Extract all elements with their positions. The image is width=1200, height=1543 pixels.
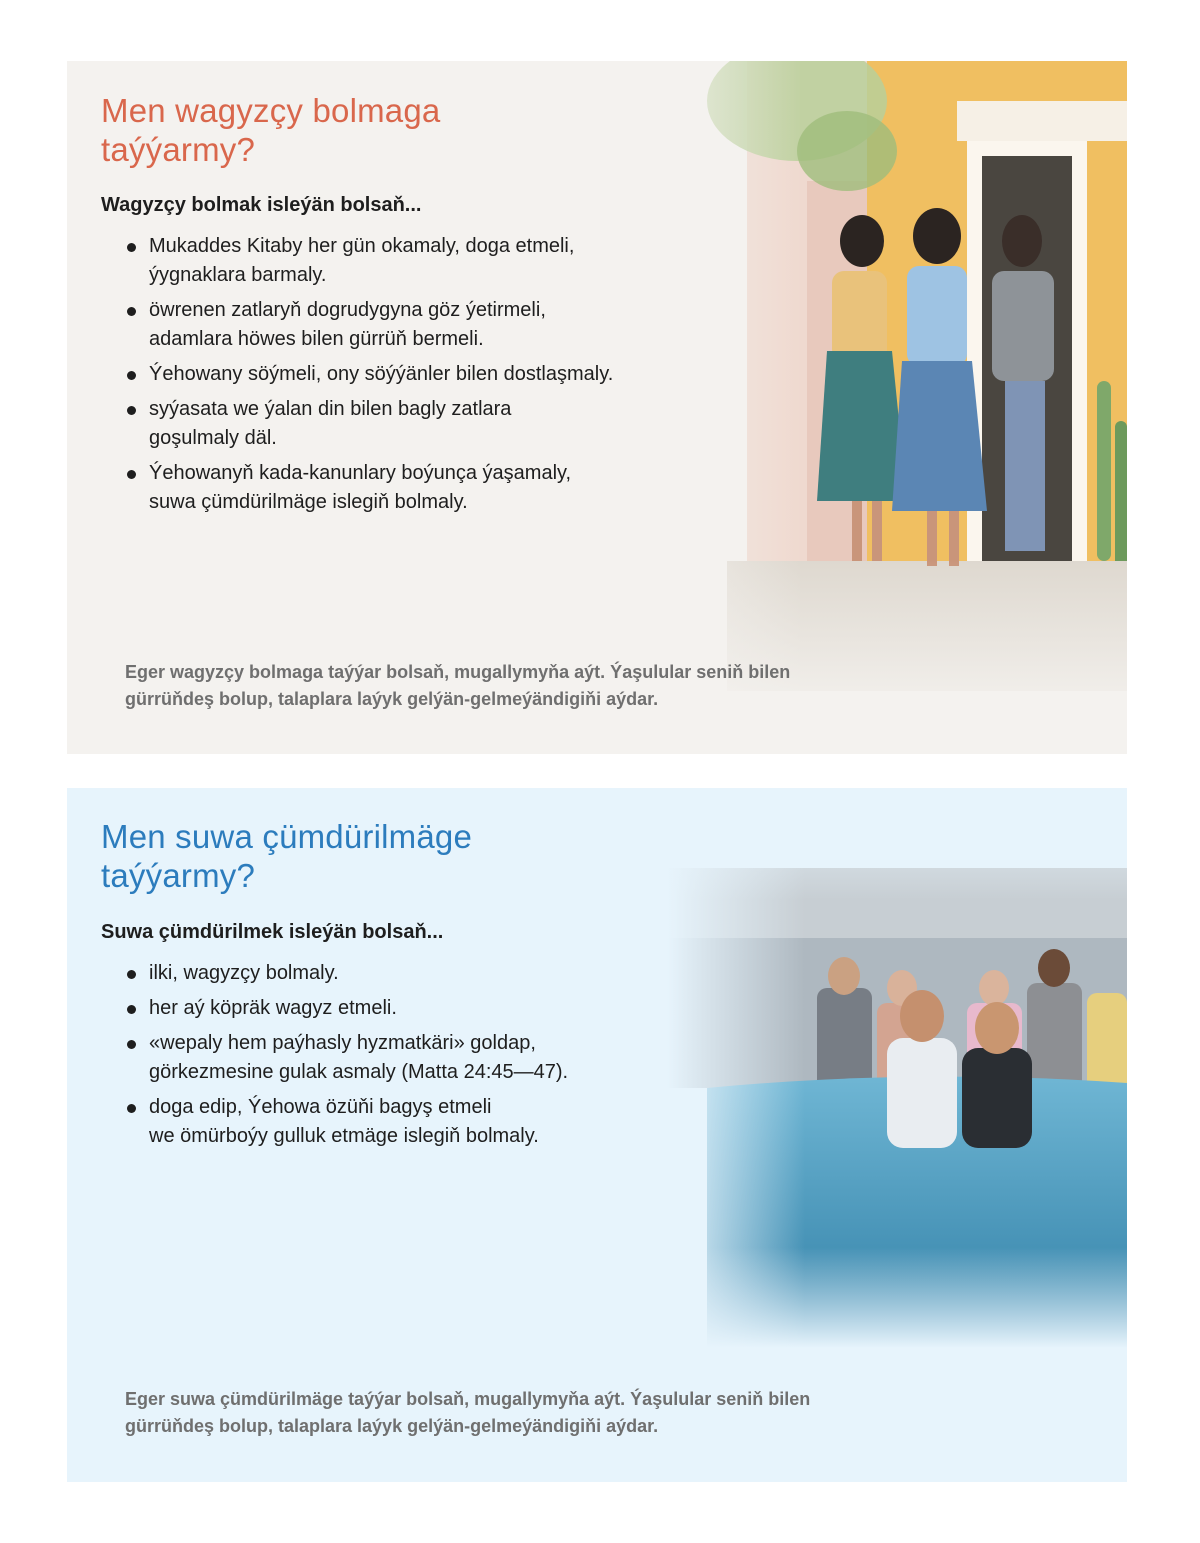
list-item: Mukaddes Kitaby her gün okamaly, doga etmeli, ýygnaklara barmaly. bbox=[125, 232, 685, 290]
list-item: her aý köpräk wagyz etmeli. bbox=[125, 994, 685, 1023]
list-item: doga edip, Ýehowa özüňi bagyş etmeli we ömürboýy gulluk etmäge islegiň bolmaly. bbox=[125, 1093, 685, 1151]
witnessing-illustration bbox=[627, 61, 1127, 754]
section-subtitle: Suwa çümdürilmek isleýän bolsaň... bbox=[101, 921, 444, 943]
requirements-list bbox=[125, 232, 685, 523]
list-item: «wepaly hem paýhasly hyzmatkäri» goldap, görkezmesine gulak asmaly (Matta 24:45—47). bbox=[125, 1029, 685, 1087]
requirements-list bbox=[125, 959, 685, 1157]
list-item: Ýehowany söýmeli, ony söýýänler bilen dostlaşmaly. bbox=[125, 360, 685, 389]
list-item: öwrenen zatlaryň dogrudygyna göz ýetirmeli, adamlara höwes bilen gürrüň bermeli. bbox=[125, 296, 685, 354]
baptism-illustration bbox=[667, 788, 1127, 1348]
card-publisher bbox=[67, 61, 1127, 754]
list-item: syýasata we ýalan din bilen bagly zatlara goşulmaly däl. bbox=[125, 395, 685, 453]
list-item: Ýehowanyň kada-kanunlary boýunça ýaşamaly, suwa çümdürilmäge islegiň bolmaly. bbox=[125, 459, 685, 517]
list-item: ilki, wagyzçy bolmaly. bbox=[125, 959, 685, 988]
section-note: Eger suwa çümdürilmäge taýýar bolsaň, mugallymyňa aýt. Ýaşulular seniň bilen gürrüňdeş bolup, talaplara laýyk gelýän-gelmeýändigiňi aýdar. bbox=[125, 1389, 811, 1436]
section-subtitle: Wagyzçy bolmak isleýän bolsaň... bbox=[101, 194, 422, 216]
section-title: Men wagyzçy bolmaga taýýarmy? bbox=[101, 92, 441, 168]
section-title: Men suwa çümdürilmäge taýýarmy? bbox=[101, 818, 473, 894]
card-baptism bbox=[67, 788, 1127, 1482]
section-note: Eger wagyzçy bolmaga taýýar bolsaň, mugallymyňa aýt. Ýaşulular seniň bilen gürrüňdeş bolup, talaplara laýyk gelýän-gelmeýändigiňi aýdar. bbox=[125, 662, 791, 709]
